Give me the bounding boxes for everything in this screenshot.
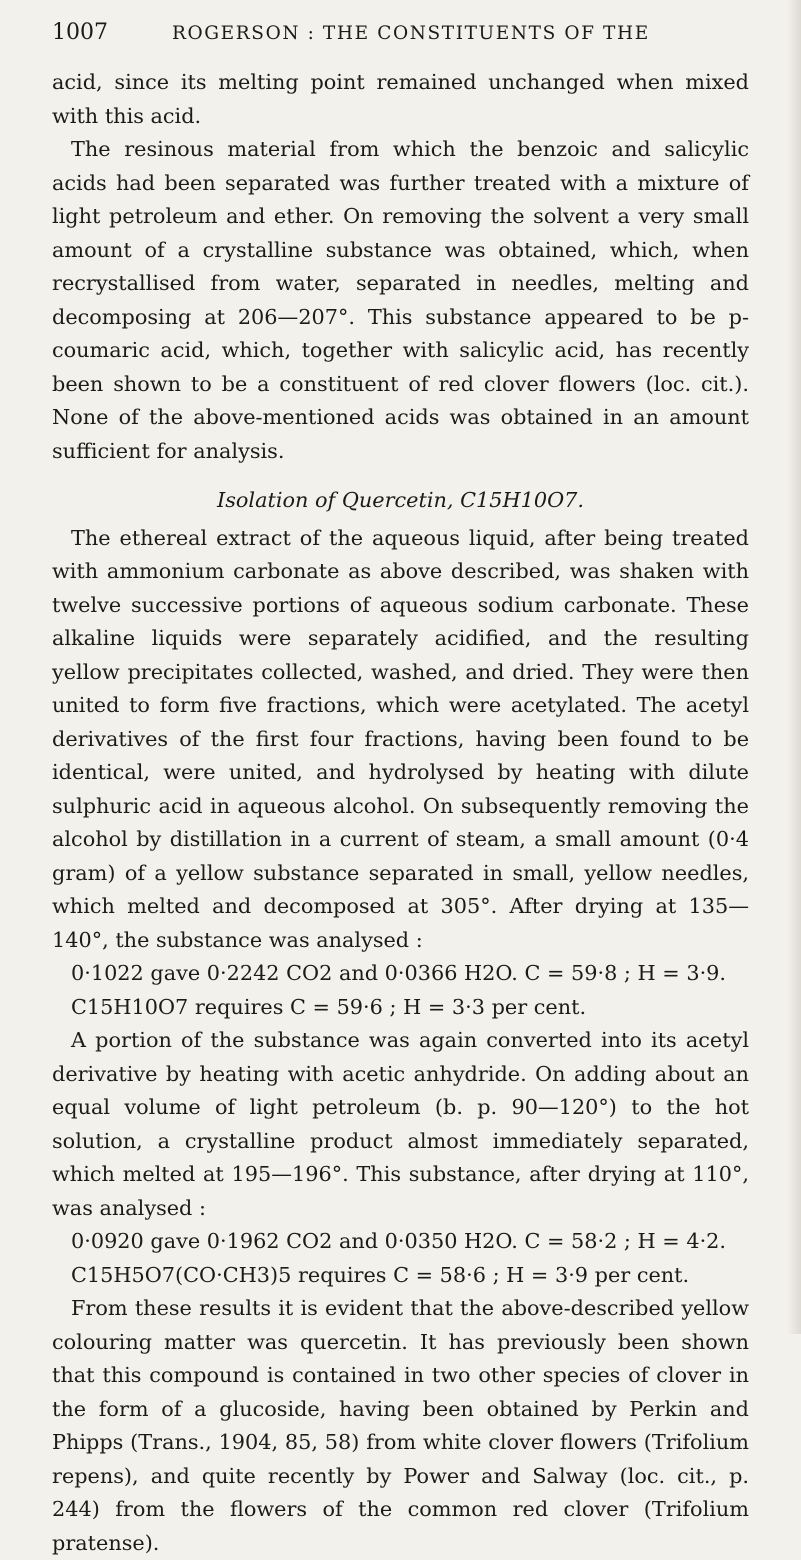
paragraph-resinous-material: The resinous material from which the benzoic and salicylic acids had been separated was further treated with a mixture of light petroleum and ether. On removing the solvent a very small amount of a crystalline substance was obtained, which, when recrystallised from water, separated in needles, melting and decomposing at 206—207°. This substance appeared to be p-coumaric acid, which, together with salicylic acid, has recently been shown to be a constituent of red clover flowers (loc. cit.). None of the above-mentioned acids was obtained in an amount sufficient for analysis. [52,137,749,463]
page-header [52,20,749,60]
requires-line-2: C15H5O7(CO·CH3)5 requires C = 58·6 ; H = 3·9 per cent. [71,1262,690,1287]
section-heading: Isolation of Quercetin, C15H10O7. [217,488,584,512]
paragraph-continuation: acid, since its melting point remained unchanged when mixed with this acid. [52,70,749,128]
page-edge-shadow [787,0,801,1334]
paragraph-ethereal-extract: The ethereal extract of the aqueous liquid, after being treated with ammonium carbonate as above described, was shaken with twelve successive portions of aqueous sodium carbonate. These alkaline liquids were separately acidified, and the resulting yellow precipitates collected, washed, and dried. They were then united to form five fractions, which were acetylated. The acetyl derivatives of the first four fractions, having been found to be identical, were united, and hydrolysed by heating with dilute sulphuric acid in aqueous alcohol. On subsequently removing the alcohol by distillation in a current of steam, a small amount (0·4 gram) of a yellow substance separated in small, yellow needles, which melted and decomposed at 305°. After drying at 135—140°, the substance was analysed : [52,525,749,952]
paragraph-conclusion: From these results it is evident that the above-described yellow colouring matter was quercetin. It has previously been shown that this compound is contained in two other species of clover in the form of a glucoside, having been obtained by Perkin and Phipps (Trans., 1904, 85, 58) from white clover flowers (Trifolium repens), and quite recently by Power and Salway (loc. cit., p. 244) from the flowers of the common red clover (Trifolium pratense). [52,1296,749,1555]
page-number: 1007 [52,20,108,45]
requires-line-1: C15H10O7 requires C = 59·6 ; H = 3·3 per cent. [71,994,587,1019]
paragraph-acetyl-derivative: A portion of the substance was again converted into its acetyl derivative by heating with acetic anhydride. On adding about an equal volume of light petroleum (b. p. 90—120°) to the hot solution, a crystalline product almost immediately separated, which melted at 195—196°. This substance, after drying at 110°, was analysed : [52,1028,749,1220]
analysis-line-1: 0·1022 gave 0·2242 CO2 and 0·0366 H2O. C = 59·8 ; H = 3·9. [71,961,727,985]
analysis-line-2: 0·0920 gave 0·1962 CO2 and 0·0350 H2O. C = 58·2 ; H = 4·2. [71,1229,727,1253]
running-head: ROGERSON : THE CONSTITUENTS OF THE [172,23,650,44]
